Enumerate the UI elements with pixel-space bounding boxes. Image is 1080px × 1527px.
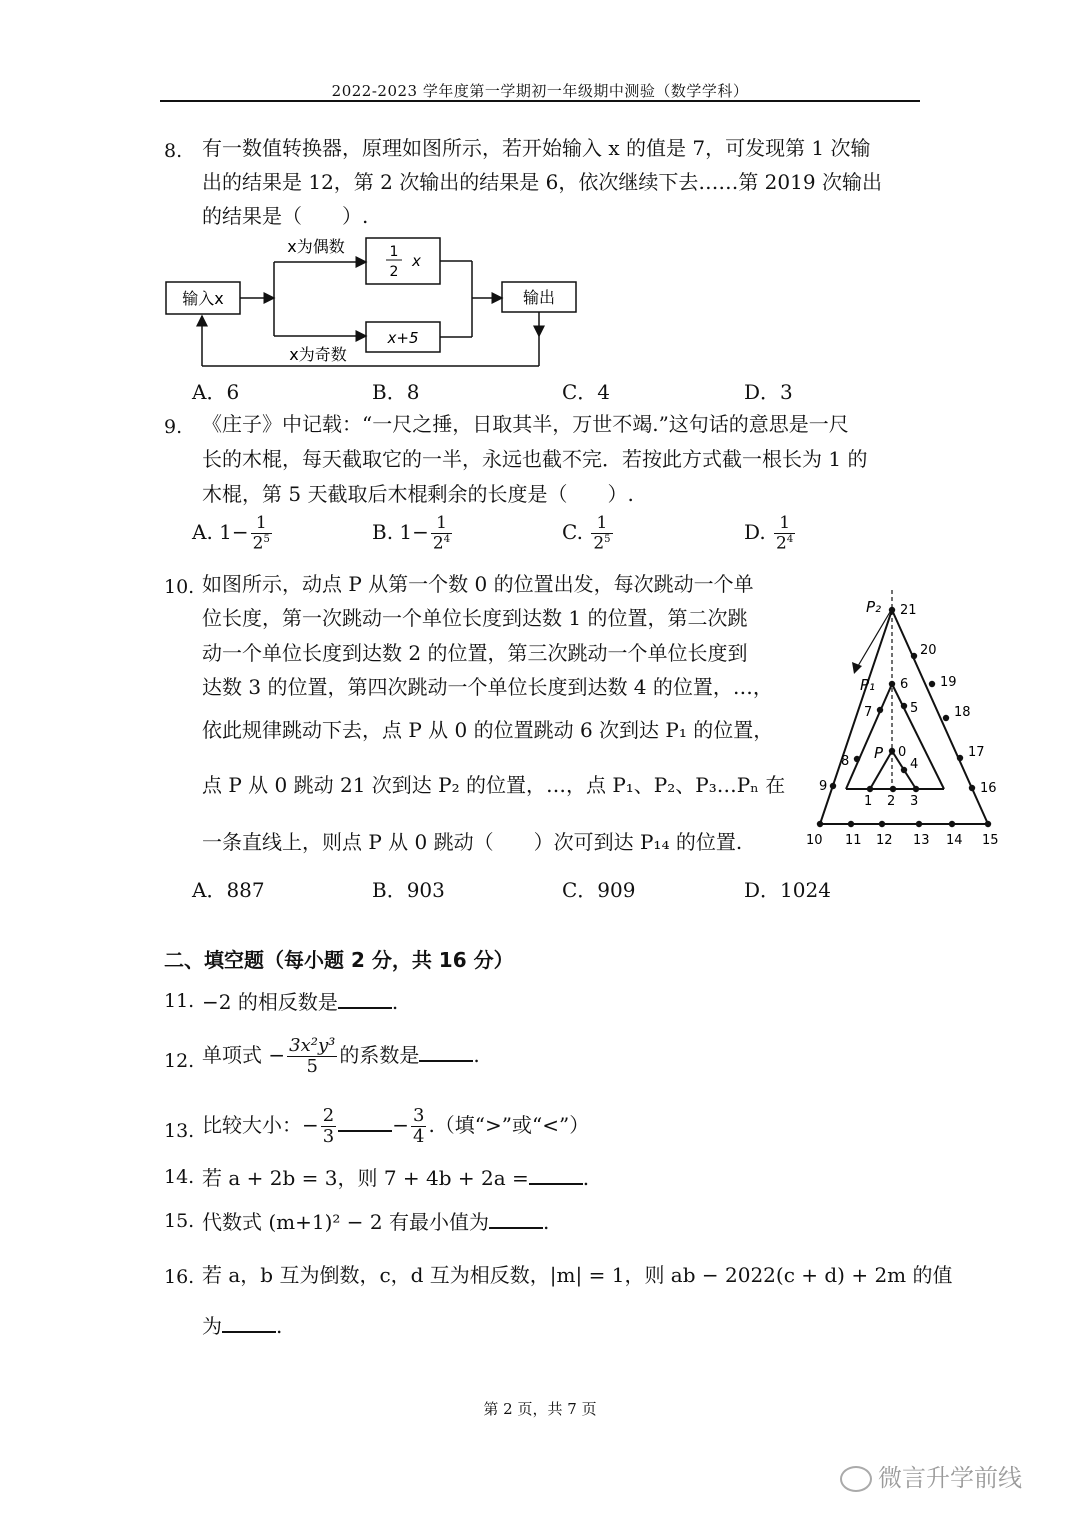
triangle-dot-21 bbox=[889, 607, 895, 613]
triangle-number-17: 17 bbox=[968, 745, 985, 760]
triangle-dot-3 bbox=[913, 786, 919, 792]
q10-option-a: A．887 bbox=[192, 878, 265, 902]
q10-option-c: C．909 bbox=[562, 878, 636, 902]
q9-number: 9. bbox=[164, 416, 183, 438]
triangle-dot-8 bbox=[854, 756, 860, 762]
q10-option-d: D．1024 bbox=[744, 878, 831, 902]
q12-answer-blank[interactable] bbox=[419, 1042, 473, 1062]
q15-answer-blank[interactable] bbox=[489, 1209, 543, 1229]
q9-line2: 长的木棍，每天截取它的一半，永远也截不完．若按此方式截一根长为 1 的 bbox=[202, 447, 868, 471]
triangle-dot-12 bbox=[879, 821, 885, 827]
q8-option-c: C．4 bbox=[562, 380, 611, 404]
q11-answer-blank[interactable] bbox=[338, 989, 392, 1009]
triangle-dot-0 bbox=[889, 748, 895, 754]
triangle-dot-17 bbox=[957, 755, 963, 761]
odd-condition-label: x为奇数 bbox=[289, 345, 347, 364]
wechat-icon bbox=[840, 1466, 872, 1492]
triangle-number-10: 10 bbox=[806, 833, 823, 848]
page-footer: 第 2 页，共 7 页 bbox=[483, 1400, 597, 1418]
q8-option-a: A．6 bbox=[192, 380, 240, 404]
q14-text: 若 a + 2b = 3，则 7 + 4b + 2a = . bbox=[202, 1166, 590, 1190]
q16-line2: 为 . bbox=[202, 1314, 283, 1338]
triangle-number-1: 1 bbox=[864, 794, 873, 809]
q13-text: 比较大小：− $\frac{2}{3}$ − $\frac{3}{4}$ .（填“>”或“<”） bbox=[202, 1105, 590, 1147]
q8-number: 8. bbox=[164, 140, 183, 162]
half-denominator: 2 bbox=[389, 264, 399, 280]
triangle-number-19: 19 bbox=[940, 675, 957, 690]
triangle-number-21: 21 bbox=[900, 603, 917, 618]
triangle-number-15: 15 bbox=[982, 833, 999, 848]
triangle-number-2: 2 bbox=[887, 794, 896, 809]
triangle-number-13: 13 bbox=[913, 833, 930, 848]
triangle-number-18: 18 bbox=[954, 705, 971, 720]
q12-text: 单项式 − $\frac{\text{3x²y³}}{5}$ 的系数是 . bbox=[202, 1035, 480, 1077]
q8-line1: 有一数值转换器，原理如图所示，若开始输入 x 的值是 7，可发现第 1 次输 bbox=[202, 136, 871, 160]
q10-line1: 如图所示，动点 P 从第一个数 0 的位置出发，每次跳动一个单 bbox=[202, 572, 754, 596]
triangle-number-14: 14 bbox=[946, 833, 963, 848]
triangle-number-0: 0 bbox=[898, 745, 907, 760]
q9-line1: 《庄子》中记载：“一尺之捶，日取其半，万世不竭.”这句话的意思是一尺 bbox=[202, 412, 849, 436]
q8-flow-diagram bbox=[150, 228, 600, 378]
q16-line1: 若 a，b 互为倒数，c，d 互为相反数，|m| = 1，则 ab − 2022(c + d) + 2m 的值 bbox=[202, 1263, 953, 1287]
q10-line6: 点 P 从 0 跳动 21 次到达 P₂ 的位置，…，点 P₁、P₂、P₃…Pₙ 在 bbox=[202, 773, 786, 797]
triangle-number-7: 7 bbox=[864, 705, 873, 720]
q10-line4: 达数 3 的位置，第四次跳动一个单位长度到达数 4 的位置，…， bbox=[202, 675, 773, 699]
half-numerator: 1 bbox=[389, 244, 399, 260]
triangle-dot-2 bbox=[890, 786, 896, 792]
triangle-number-16: 16 bbox=[980, 781, 997, 796]
triangle-dot-5 bbox=[901, 703, 907, 709]
q10-option-b: B．903 bbox=[372, 878, 445, 902]
q14-answer-blank[interactable] bbox=[529, 1165, 583, 1185]
q11-text: −2 的相反数是 . bbox=[202, 990, 399, 1014]
q10-line5: 依此规律跳动下去，点 P 从 0 的位置跳动 6 次到达 P₁ 的位置， bbox=[202, 718, 774, 742]
label-p: P bbox=[874, 744, 884, 762]
q16-answer-blank[interactable] bbox=[222, 1313, 276, 1333]
triangle-dot-1 bbox=[867, 786, 873, 792]
q9-line3: 木棍，第 5 天截取后木棍剩余的长度是（ ）. bbox=[202, 482, 634, 506]
triangle-dot-18 bbox=[943, 715, 949, 721]
plus-box-label: x+5 bbox=[387, 329, 419, 347]
label-p1: P₁ bbox=[860, 676, 876, 694]
q10-number: 10. bbox=[164, 576, 195, 598]
triangle-number-12: 12 bbox=[876, 833, 893, 848]
triangle-dot-4 bbox=[901, 767, 907, 773]
q9-option-c: C. $\frac{1}{2^5}$ bbox=[562, 513, 611, 554]
q9-option-d: D. $\frac{1}{2^4}$ bbox=[744, 513, 794, 554]
triangle-dot-7 bbox=[877, 707, 883, 713]
input-box-label: 输入x bbox=[182, 289, 224, 308]
header-rule bbox=[160, 100, 920, 102]
q15-text: 代数式 (m+1)² − 2 有最小值为 . bbox=[202, 1210, 550, 1234]
triangle-dot-13 bbox=[916, 821, 922, 827]
triangle-number-9: 9 bbox=[819, 779, 828, 794]
q16-number: 16. bbox=[164, 1266, 195, 1288]
half-box bbox=[366, 238, 440, 284]
triangle-dot-19 bbox=[929, 681, 935, 687]
triangle-number-8: 8 bbox=[841, 754, 850, 769]
triangle-dot-10 bbox=[817, 821, 823, 827]
output-box-label: 输出 bbox=[522, 288, 556, 307]
triangle-number-20: 20 bbox=[920, 643, 937, 658]
even-condition-label: x为偶数 bbox=[287, 237, 345, 256]
triangle-dot-14 bbox=[949, 821, 955, 827]
q13-number: 13. bbox=[164, 1120, 195, 1142]
q15-number: 15. bbox=[164, 1210, 195, 1232]
q8-line2: 出的结果是 12，第 2 次输出的结果是 6，依次继续下去……第 2019 次输出 bbox=[202, 170, 882, 194]
q10-triangle-figure bbox=[800, 588, 1010, 856]
triangle-dot-15 bbox=[985, 821, 991, 827]
half-variable: x bbox=[412, 252, 421, 270]
q9-option-b: B. 1− $\frac{1}{2^4}$ bbox=[372, 513, 451, 554]
q11-number: 11. bbox=[164, 990, 195, 1012]
triangle-dot-6 bbox=[889, 681, 895, 687]
q12-number: 12. bbox=[164, 1050, 195, 1072]
section-2-title: 二、填空题（每小题 2 分，共 16 分） bbox=[164, 948, 514, 972]
q13-answer-blank[interactable] bbox=[338, 1112, 392, 1132]
triangle-labels bbox=[806, 603, 999, 848]
q8-option-d: D．3 bbox=[744, 380, 793, 404]
triangle-dot-9 bbox=[830, 783, 836, 789]
triangle-dot-11 bbox=[848, 821, 854, 827]
q10-line2: 位长度，第一次跳动一个单位长度到达数 1 的位置，第二次跳 bbox=[202, 606, 748, 630]
triangle-dot-16 bbox=[969, 785, 975, 791]
triangle-number-5: 5 bbox=[910, 701, 919, 716]
triangle-number-4: 4 bbox=[910, 757, 919, 772]
label-p2: P₂ bbox=[866, 598, 882, 616]
triangle-number-3: 3 bbox=[910, 794, 919, 809]
page-header: 2022-2023 学年度第一学期初一年级期中测验（数学学科） bbox=[331, 82, 749, 100]
q10-line7: 一条直线上，则点 P 从 0 跳动（ ）次可到达 P₁₄ 的位置. bbox=[202, 830, 743, 854]
triangle-dot-20 bbox=[911, 653, 917, 659]
q10-line3: 动一个单位长度到达数 2 的位置，第三次跳动一个单位长度到 bbox=[202, 641, 748, 665]
q14-number: 14. bbox=[164, 1166, 195, 1188]
triangle-number-6: 6 bbox=[900, 677, 909, 692]
watermark: 微言升学前线 bbox=[840, 1458, 1022, 1493]
q8-option-b: B．8 bbox=[372, 380, 420, 404]
triangle-number-11: 11 bbox=[845, 833, 862, 848]
q9-option-a: A. 1− $\frac{1}{2^5}$ bbox=[192, 513, 270, 554]
q8-line3: 的结果是（ ）. bbox=[202, 204, 369, 228]
